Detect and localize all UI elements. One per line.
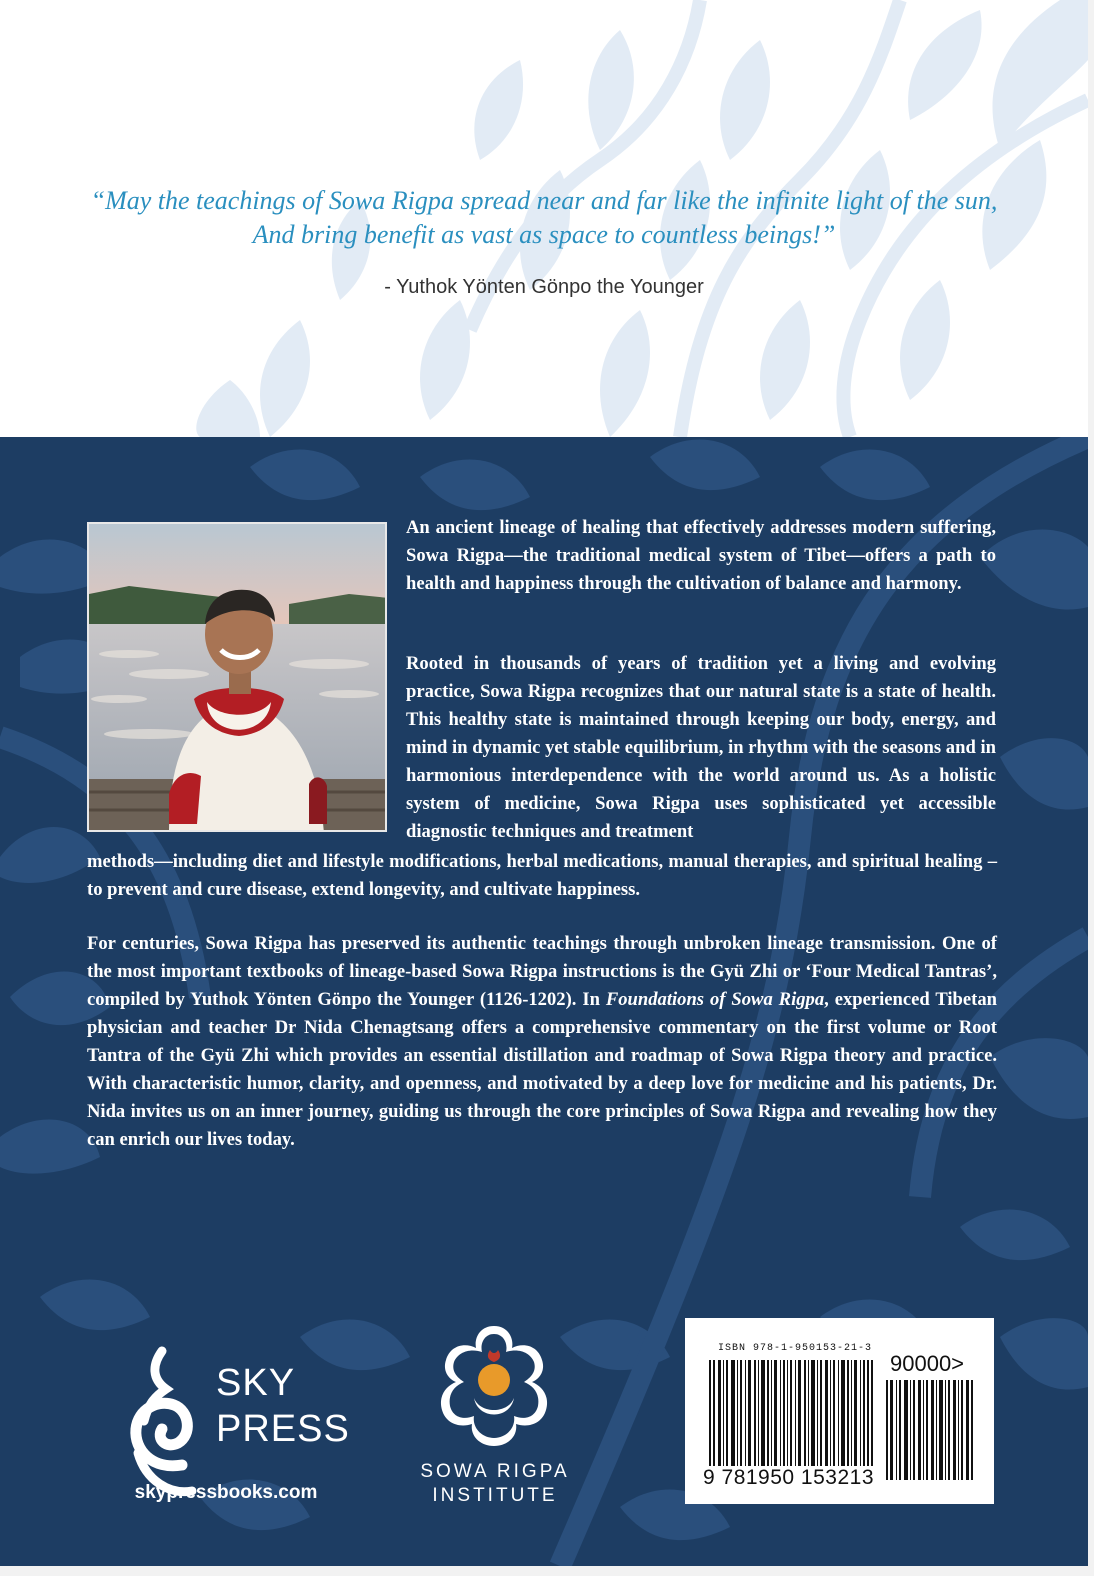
quote-line-2: And bring benefit as vast as space to countless beings!” [252, 220, 836, 249]
price-barcode [886, 1380, 976, 1480]
sowa-rigpa-institute-wordmark [390, 1460, 600, 1508]
description-paragraph-2-part-2: methods—including diet and lifestyle modifications, herbal medications, manual therapies, and spiritual healing – to prevent and cure disease, extend longevity, and cultivate happiness. [87, 851, 997, 900]
paragraph-3-text-a: For centuries, Sowa Rigpa has preserved its authentic teachings through unbroken lineage transmission. One of the most important textbooks of lineage-based Sowa Rigpa instructions is the Gyü Zhi or ‘Four Medical Tantras’, compiled by Yuthok Yönten Gönpo the Younger (1126-1202). In [87, 933, 997, 1010]
author-photo-image [89, 524, 387, 832]
institute-line-2: INSTITUTE [432, 1485, 558, 1506]
description-paragraph-3 [87, 930, 997, 1154]
sky-press-wordmark [216, 1360, 350, 1452]
book-title-italic: Foundations of Sowa Rigpa [605, 989, 825, 1010]
sky-press-line-1: SKY [216, 1362, 296, 1404]
page-edge-right [1088, 0, 1094, 1576]
isbn-number: ISBN 978-1-950153-21-3 [718, 1343, 873, 1354]
sowa-rigpa-institute-logo-icon [424, 1320, 564, 1450]
publisher-url: skypressbooks.com [134, 1482, 318, 1503]
description-paragraph-2-part-1: Rooted in thousands of years of tradition yet a living and evolving practice, Sowa Rigpa recognizes that our natural state is a state of health. This healthy state is maintained through keeping our body, energy, and mind in dynamic yet stable equilibrium, in rhythm with the seasons and in harmonious interdependence with the world around us. As a holistic system of medicine, Sowa Rigpa uses sophisticated yet accessible diagnostic techniques and treatment [406, 653, 996, 842]
epigraph-quote [0, 184, 1088, 252]
institute-line-1: SOWA RIGPA [420, 1461, 570, 1482]
quote-attribution: - Yuthok Yönten Gönpo the Younger [384, 276, 704, 298]
author-photo [87, 522, 387, 832]
paragraph-3-text-b: , experienced Tibetan physician and teacher Dr Nida Chenagtsang offers a comprehensive commentary on the first volume or Root Tantra of the Gyü Zhi which provides an essential distillation and roadmap of Sowa Rigpa theory and practice. With characteristic humor, clarity, and openness, and motivated by a deep love for medicine and his patients, Dr. Nida invites us on an inner journey, guiding us through the core principles of Sowa Rigpa and revealing how they can enrich our lives today. [87, 989, 997, 1150]
quote-section [0, 0, 1088, 437]
sky-press-line-2: PRESS [216, 1408, 350, 1450]
ean-barcode [709, 1360, 879, 1480]
page-edge-bottom [0, 1566, 1094, 1576]
quote-line-1: “May the teachings of Sowa Rigpa spread near and far like the infinite light of the sun, [90, 186, 998, 215]
barcode-digits: 9 781950 153213 [703, 1466, 874, 1489]
description-paragraph-1: An ancient lineage of healing that effectively addresses modern suffering, Sowa Rigpa—the traditional medical system of Tibet—offers a path to health and happiness through the cultivation of balance and harmony. [406, 517, 996, 594]
price-code: 90000> [890, 1351, 965, 1376]
